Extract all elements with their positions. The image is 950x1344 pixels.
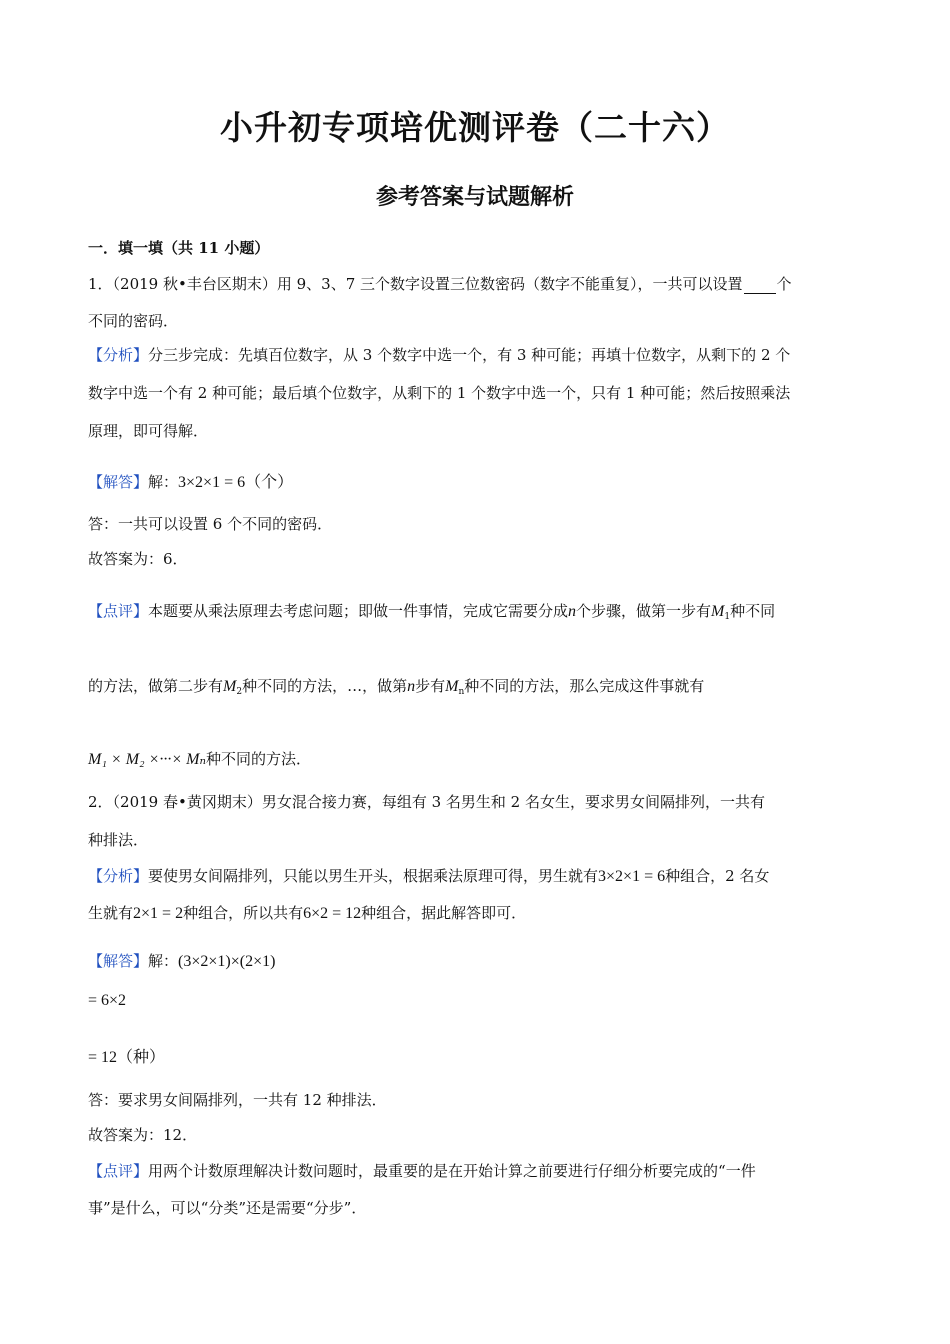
q2-step-2: = 12（种）: [88, 1049, 166, 1066]
q1-answer-blank: [744, 275, 776, 294]
q1-solution-math: 3×2×1 = 6（个）: [178, 474, 294, 491]
q1-comment-n2: n: [407, 678, 416, 695]
q1-answer-line: 答：一共可以设置 6 个不同的密码．: [88, 515, 333, 533]
q1-analysis-line1: [88, 344, 790, 365]
q1-comment-text1b: 个步骤，做第一步有: [576, 602, 712, 620]
q2-comment-text1: 用两个计数原理解决计数问题时，最重要的是在开始计算之前要进行仔细分析要完成的“一件: [148, 1162, 756, 1180]
q1-analysis-line2: 数字中选一个有 2 种可能；最后填个位数字，从剩下的 1 个数字中选一个，只有 1 种可能；然后按照乘法: [88, 384, 791, 402]
q1-comment-text3a: 种不同的方法．: [205, 750, 311, 768]
q1-solution-prefix: 解：: [148, 473, 179, 491]
solution-label: 【解答】: [88, 952, 149, 970]
q2-comment-line1: [88, 1160, 756, 1181]
comment-label: 【点评】: [88, 602, 149, 620]
q1-comment-mn: M: [445, 678, 459, 695]
q1-comment-sub2: 2: [236, 687, 243, 697]
q2-analysis-text2b: 种组合，所以共有: [183, 904, 304, 922]
q2-analysis-text1a: 要使男女间隔排列，只能以男生开头，根据乘法原理可得，男生就有: [148, 867, 599, 885]
q1-comment-text1c: 种不同: [730, 602, 776, 620]
q2-analysis-text2c: 种组合，据此解答即可．: [361, 904, 527, 922]
section-heading: 一．填一填（共 11 小题）: [88, 239, 270, 257]
q1-comment-n: n: [568, 603, 577, 620]
q1-solution-line: [88, 469, 293, 492]
q1-comment-line3: [88, 748, 311, 769]
q1-stem-text: 1．（2019 秋•丰台区期末）用 9、3、7 三个数字设置三位数密码（数字不能重复），一共可以设置: [88, 275, 743, 293]
comment-label: 【点评】: [88, 1162, 149, 1180]
solution-label: 【解答】: [88, 473, 149, 491]
q2-final-answer: 故答案为：12．: [88, 1126, 198, 1144]
q2-stem-line1: 2．（2019 春•黄冈期末）男女混合接力赛，每组有 3 名男生和 2 名女生，要求男女间隔排列，一共有: [88, 793, 765, 811]
page-title: 小升初专项培优测评卷（二十六）: [220, 108, 730, 147]
q2-analysis-math2: 2×1 = 2: [133, 905, 184, 922]
q2-stem-line2: 种排法．: [88, 831, 149, 849]
q1-comment-sub1: 1: [724, 612, 731, 622]
q1-comment-line2: [88, 675, 704, 697]
analysis-label: 【分析】: [88, 867, 149, 885]
q2-answer-line: 答：要求男女间隔排列，一共有 12 种排法．: [88, 1091, 387, 1109]
q1-comment-text2d: 种不同的方法，那么完成这件事就有: [464, 677, 705, 695]
q1-stem-line1: [88, 273, 792, 294]
q2-analysis-line1: [88, 865, 769, 886]
page-subtitle: 参考答案与试题解析: [375, 185, 574, 210]
q1-comment-m1: M: [711, 603, 725, 620]
q2-solution-prefix: 解：: [148, 952, 179, 970]
q2-analysis-math1: 3×2×1 = 6: [598, 868, 666, 885]
q2-analysis-text1b: 种组合，2 名女: [665, 867, 770, 885]
q1-stem-unit: 个: [776, 275, 792, 293]
analysis-label: 【分析】: [88, 346, 149, 364]
q1-final-answer: 故答案为：6．: [88, 550, 188, 568]
q2-solution-line: [88, 950, 275, 971]
q1-comment-m2: M: [223, 678, 237, 695]
q2-analysis-text2a: 生就有: [88, 904, 134, 922]
q2-analysis-line2: [88, 902, 526, 923]
q1-stem-line2: 不同的密码．: [88, 312, 179, 330]
q1-analysis-line3: 原理，即可得解．: [88, 422, 209, 440]
q1-comment-text2a: 的方法，做第二步有: [88, 677, 224, 695]
q1-comment-text2c: 步有: [415, 677, 446, 695]
q2-step-1: = 6×2: [88, 992, 127, 1009]
q1-comment-subn: n: [458, 687, 465, 697]
q1-comment-text1a: 本题要从乘法原理去考虑问题；即做一件事情，完成它需要分成: [148, 602, 569, 620]
q2-analysis-math3: 6×2 = 12: [303, 905, 362, 922]
q2-solution-math: (3×2×1)×(2×1): [178, 953, 276, 970]
q1-comment-product: M₁ × M₂ ×···× Mₙ: [88, 751, 206, 768]
q1-analysis-text1: 分三步完成：先填百位数字，从 3 个数字中选一个，有 3 种可能；再填十位数字，从剩下的 2 个: [148, 346, 791, 364]
q1-comment-line1: [88, 600, 775, 622]
q2-comment-line2: 事”是什么，可以“分类”还是需要“分步”．: [88, 1199, 367, 1217]
q1-comment-text2b: 种不同的方法，…，做第: [242, 677, 408, 695]
